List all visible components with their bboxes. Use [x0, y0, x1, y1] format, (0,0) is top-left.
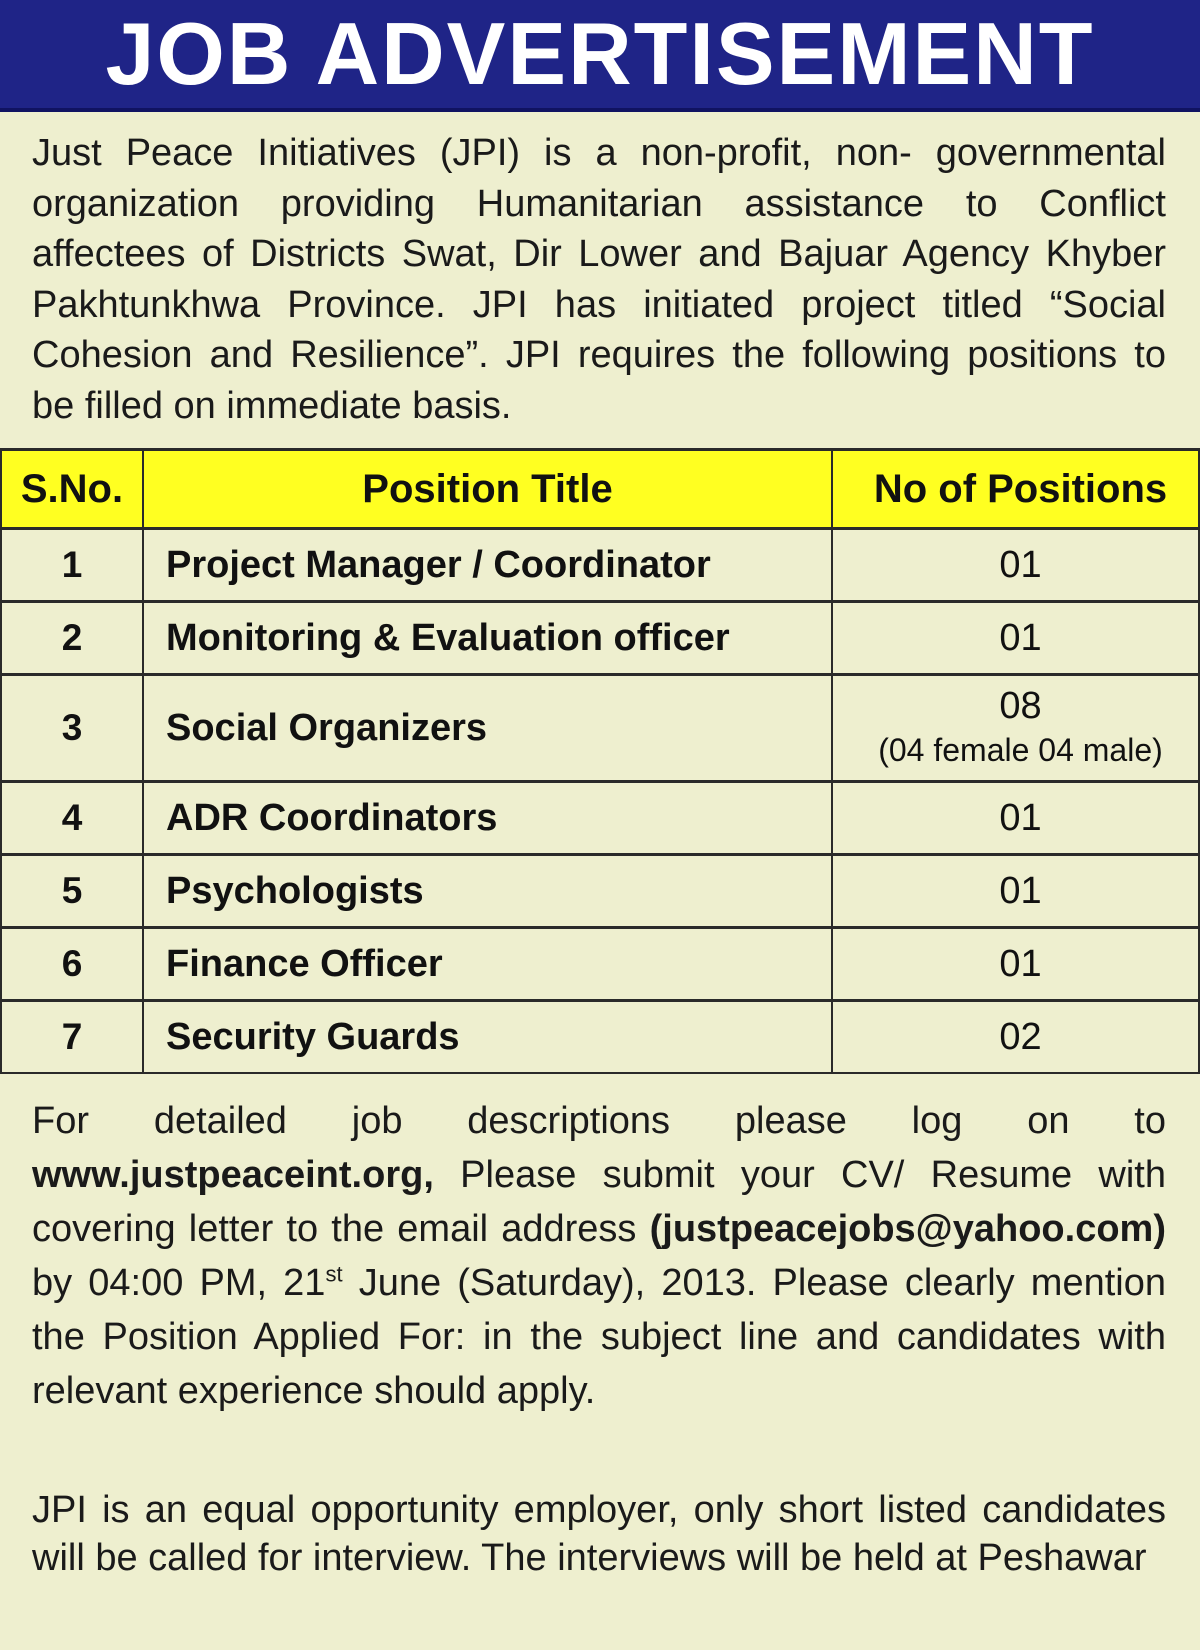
application-instructions	[32, 1094, 1166, 1418]
row-position-title: Security Guards	[143, 1001, 832, 1074]
positions-table	[0, 448, 1200, 1074]
table-row	[1, 529, 1199, 602]
header-sno: S.No.	[1, 450, 143, 529]
table-row	[1, 675, 1199, 782]
apply-text-4: June (Saturday), 2013. Please clearly mention the Position Applied For: in the subject line and candidates with relevant experience should apply.	[32, 1262, 1166, 1412]
table-row	[1, 855, 1199, 928]
row-position-count: 01	[832, 928, 1199, 1001]
table-header-row	[1, 450, 1199, 529]
intro-paragraph: Just Peace Initiatives (JPI) is a non-profit, non- governmental organization providing Humanitarian assistance to Conflict affectees of Districts Swat, Dir Lower and Bajuar Agency Khyber Pakhtunkhwa Province. JPI has initiated project titled “Social Cohesion and Resilience”. JPI requires the following positions to be filled on immediate basis.	[32, 132, 1166, 427]
row-position-count: 01	[832, 602, 1199, 675]
row-position-title: Finance Officer	[143, 928, 832, 1001]
website-link[interactable]: www.justpeaceint.org,	[32, 1154, 434, 1196]
row-position-title: Social Organizers	[143, 675, 832, 782]
date-ordinal: st	[325, 1261, 343, 1287]
apply-text-1: For detailed job descriptions please log on to	[32, 1100, 1166, 1142]
row-position-title: Monitoring & Evaluation officer	[143, 602, 832, 675]
row-position-count-cell	[832, 675, 1199, 782]
row-position-title: Project Manager / Coordinator	[143, 529, 832, 602]
table-row	[1, 1001, 1199, 1074]
row-position-title: ADR Coordinators	[143, 782, 832, 855]
apply-text-2: Please submit your CV/ Resume with covering letter to the email address	[32, 1154, 1166, 1250]
apply-text-3: by 04:00 PM, 21	[32, 1262, 326, 1304]
table-row	[1, 928, 1199, 1001]
page-title: JOB ADVERTISEMENT	[105, 4, 1095, 103]
row-position-note: (04 female 04 male)	[878, 732, 1163, 768]
row-position-count: 01	[832, 855, 1199, 928]
row-position-count: 01	[832, 782, 1199, 855]
row-position-title: Psychologists	[143, 855, 832, 928]
closing-paragraph: JPI is an equal opportunity employer, only short listed candidates will be called for interview. The interviews will be held at Peshawar	[32, 1489, 1166, 1579]
row-sno: 5	[1, 855, 143, 928]
header-position-title: Position Title	[143, 450, 832, 529]
row-position-count: 02	[832, 1001, 1199, 1074]
header-no-of-positions: No of Positions	[832, 450, 1199, 529]
row-sno: 6	[1, 928, 143, 1001]
email-address[interactable]: (justpeacejobs@yahoo.com)	[649, 1208, 1166, 1250]
row-sno: 4	[1, 782, 143, 855]
row-sno: 1	[1, 529, 143, 602]
row-sno: 7	[1, 1001, 143, 1074]
title-banner	[0, 0, 1200, 112]
row-sno: 3	[1, 675, 143, 782]
row-position-count: 01	[832, 529, 1199, 602]
table-row	[1, 782, 1199, 855]
row-position-count: 08	[999, 685, 1042, 727]
table-row	[1, 602, 1199, 675]
row-sno: 2	[1, 602, 143, 675]
